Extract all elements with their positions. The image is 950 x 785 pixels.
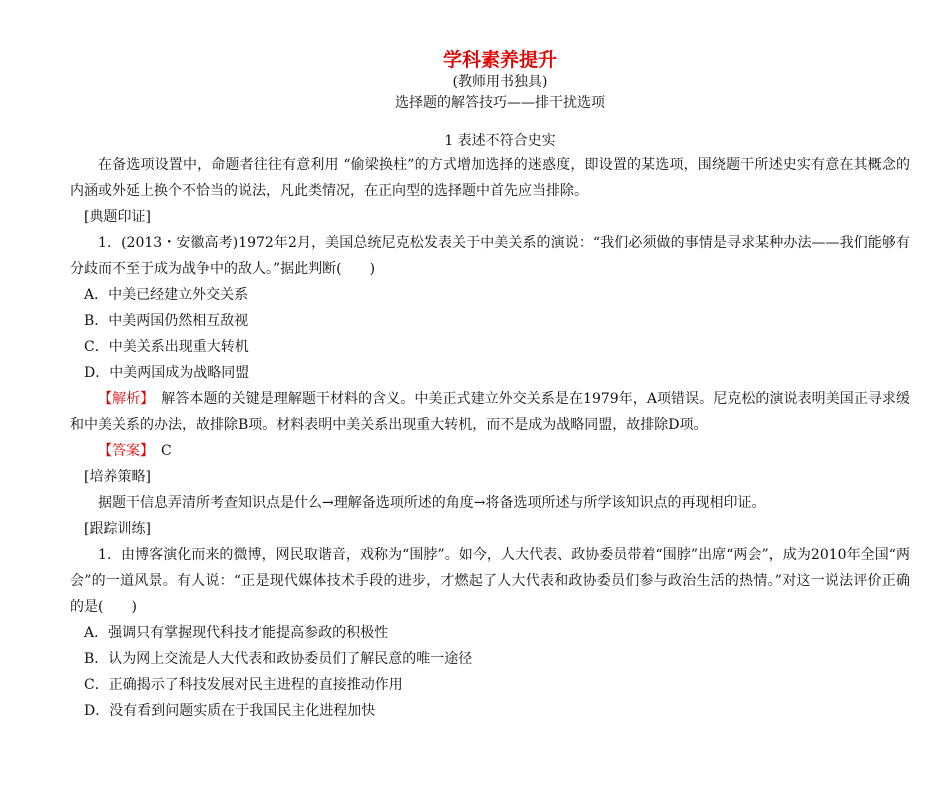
practice-option-a: A．强调只有掌握现代科技才能提高参政的积极性 [84, 625, 389, 641]
example-option-c: C．中美关系出现重大转机 [84, 339, 249, 355]
analysis-paragraph [70, 386, 910, 438]
example-option-a: A．中美已经建立外交关系 [84, 287, 249, 303]
strategy-text: 据题干信息弄清所考查知识点是什么→理解备选项所述的角度→将备选项所述与所学该知识点的再现相印证。 [98, 495, 766, 511]
example-tag: [典题印证] [84, 209, 151, 225]
answer-label: 【答案】 [98, 443, 147, 459]
answer-value: C [147, 443, 172, 459]
practice-tag: [跟踪训练] [84, 521, 151, 537]
practice-option-d: D．没有看到问题实质在于我国民主化进程加快 [84, 703, 376, 719]
example-option-d: D．中美两国成为战略同盟 [84, 365, 250, 381]
analysis-text: 解答本题的关键是理解题干材料的含义。中美正式建立外交关系是在1979年，A项错误。尼克松的演说表明美国正寻求缓和中美关系的办法，故排除B项。材料表明中美关系出现重大转机，而不是成为战略同盟，故排除D项。 [70, 391, 910, 433]
section-intro: 在备选项设置中，命题者往往有意利用 “偷梁换柱”的方式增加选择的迷惑度，即设置的某选项，围绕题干所述史实有意在其概念的内涵或外延上换个不恰当的说法，凡此类情况，在正向型的选择题中首先应当排除。 [70, 157, 910, 199]
page-subheading: 选择题的解答技巧——排干扰选项 [395, 95, 605, 111]
analysis-label: 【解析】 [98, 391, 148, 407]
section-title: 1 表述不符合史实 [444, 133, 556, 149]
example-question: 1．(2013・安徽高考)1972年2月，美国总统尼克松发表关于中美关系的演说：“我们必须做的事情是寻求某种办法——我们能够有分歧而不至于成为战争中的敌人。”据此判断( ) [70, 235, 910, 277]
document-page [70, 48, 910, 724]
strategy-tag: [培养策略] [84, 469, 151, 485]
practice-option-b: B．认为网上交流是人大代表和政协委员们了解民意的唯一途径 [84, 651, 473, 667]
teacher-note: (教师用书独具) [452, 74, 548, 90]
practice-question: 1．由博客演化而来的微博，网民取谐音，戏称为“围脖”。如今，人大代表、政协委员带着“围脖”出席“两会”，成为2010年全国“两会”的一道风景。有人说：“正是现代媒体技术手段的进步，才燃起了人大代表和政协委员们参与政治生活的热情。”对这一说法评价正确的是( ) [70, 547, 910, 615]
answer-paragraph [70, 438, 910, 464]
example-option-b: B．中美两国仍然相互敌视 [84, 313, 249, 329]
page-title: 学科素养提升 [442, 49, 557, 71]
practice-option-c: C．正确揭示了科技发展对民主进程的直接推动作用 [84, 677, 403, 693]
